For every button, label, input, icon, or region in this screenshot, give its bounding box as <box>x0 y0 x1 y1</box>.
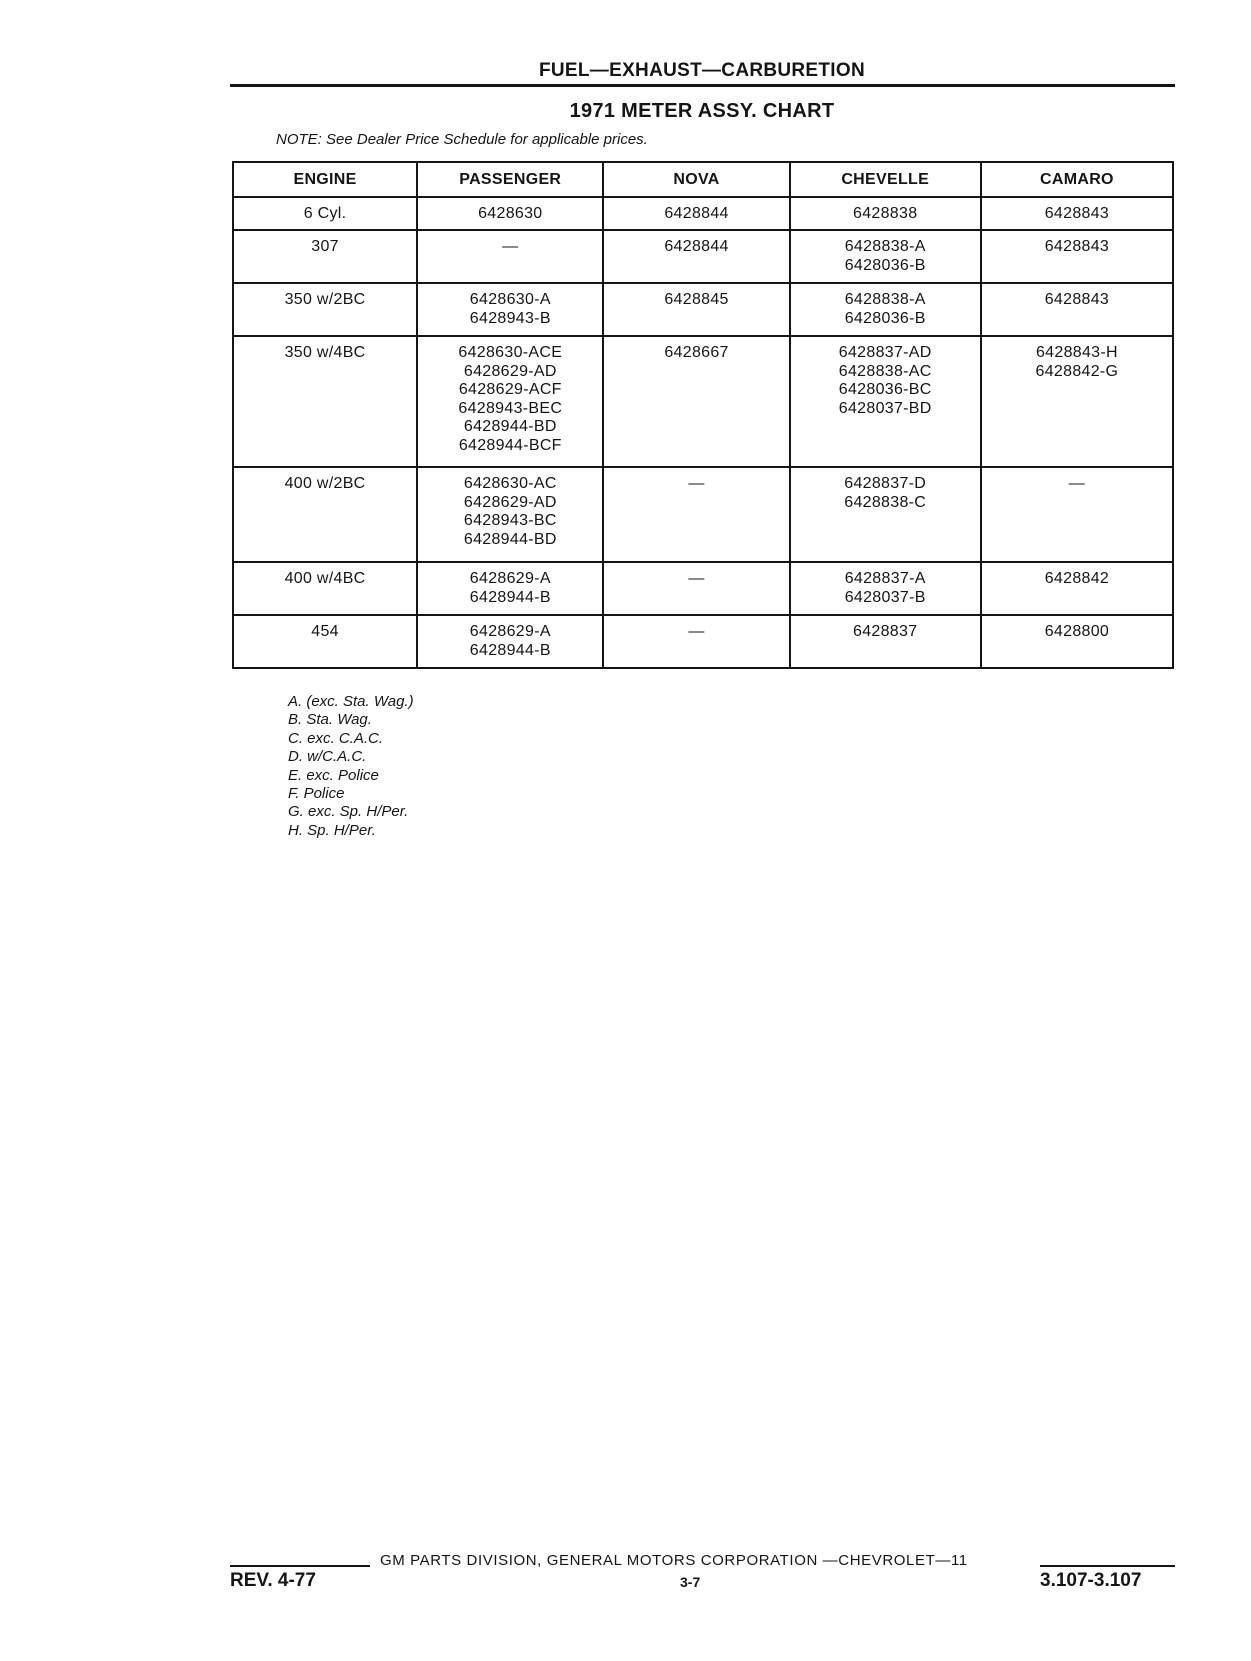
footnote: A. (exc. Sta. Wag.) <box>288 693 414 710</box>
footnote: C. exc. C.A.C. <box>288 729 384 747</box>
cell-chevelle <box>790 336 981 467</box>
part-number: 6428842 <box>1044 570 1110 587</box>
cell-camaro <box>981 283 1173 336</box>
column-header-camaro: CAMARO <box>981 162 1173 197</box>
footnote: D. w/C.A.C. <box>288 748 367 766</box>
part-number: 6428629-AD <box>463 493 557 511</box>
table-header-row <box>233 162 1173 197</box>
part-number: 6428630 <box>478 205 543 222</box>
footer-revision: REV. 4-77 <box>230 1570 316 1591</box>
cell-passenger <box>417 467 603 562</box>
part-number: 6428838 <box>853 205 918 222</box>
footer-rule-left <box>230 1565 370 1567</box>
cell-nova <box>603 197 789 230</box>
part-number: 6428943-BEC <box>458 399 563 417</box>
footnotes <box>288 693 414 840</box>
footer-rule-right <box>1040 1565 1175 1567</box>
column-header-engine: ENGINE <box>233 162 417 197</box>
cell-passenger <box>417 230 603 283</box>
part-number: 6428838-A <box>844 238 926 255</box>
section-title: FUEL—EXHAUST—CARBURETION <box>539 60 865 81</box>
table-row <box>233 562 1173 615</box>
cell-nova <box>603 615 789 668</box>
cell-nova <box>603 283 789 336</box>
part-number: 6428944-BD <box>463 418 557 435</box>
cell-chevelle <box>790 562 981 615</box>
part-number: 6428629-ACF <box>458 381 562 398</box>
cell-nova <box>603 336 789 467</box>
part-number: 6428843 <box>1044 238 1110 255</box>
part-number: — <box>688 623 705 640</box>
cell-chevelle <box>790 615 981 668</box>
meter-assy-table <box>232 161 1174 669</box>
cell-chevelle <box>790 230 981 283</box>
part-number: 6428944-BCF <box>458 436 562 454</box>
part-number: 6428844 <box>664 205 729 222</box>
table-row <box>233 197 1173 230</box>
chart-title: 1971 METER ASSY. CHART <box>569 100 835 122</box>
part-number: 6428837 <box>853 623 918 640</box>
part-number: 6428037-B <box>844 588 926 606</box>
cell-camaro <box>981 562 1173 615</box>
part-number: 6428630-AC <box>463 475 557 492</box>
cell-passenger <box>417 562 603 615</box>
column-header-chevelle: CHEVELLE <box>790 162 981 197</box>
table-row <box>233 336 1173 467</box>
cell-chevelle <box>790 467 981 562</box>
cell-camaro <box>981 467 1173 562</box>
cell-camaro <box>981 230 1173 283</box>
part-number: 6428837-D <box>844 475 927 492</box>
part-number: 6428036-B <box>844 309 926 327</box>
part-number: 6428838-A <box>844 291 926 308</box>
part-number: — <box>502 238 519 255</box>
part-number: 6428845 <box>664 291 729 308</box>
part-number: — <box>1068 475 1086 492</box>
cell-engine: 400 w/2BC <box>233 467 417 562</box>
footnote: G. exc. Sp. H/Per. <box>288 803 409 821</box>
part-number: 6428843-H <box>1035 344 1118 361</box>
part-number: 6428630-ACE <box>458 344 563 361</box>
cell-engine: 454 <box>233 615 417 668</box>
part-number: 6428944-BD <box>463 530 557 548</box>
table-row <box>233 230 1173 283</box>
cell-engine: 6 Cyl. <box>233 197 417 230</box>
column-header-nova: NOVA <box>603 162 789 197</box>
part-number: — <box>688 570 705 587</box>
footnote: H. Sp. H/Per. <box>288 821 376 839</box>
cell-engine: 350 w/2BC <box>233 283 417 336</box>
table-row <box>233 467 1173 562</box>
part-number: 6428843 <box>1044 205 1110 222</box>
part-number: 6428800 <box>1044 623 1110 640</box>
part-number: 6428667 <box>664 344 729 361</box>
part-number: 6428838-C <box>844 493 927 511</box>
part-number: 6428944-B <box>469 641 551 659</box>
footer-corporation: GM PARTS DIVISION, GENERAL MOTORS CORPORATION —CHEVROLET—11 <box>380 1552 968 1569</box>
part-number: — <box>688 475 705 492</box>
part-number: 6428036-B <box>844 256 926 274</box>
part-number: 6428842-G <box>1035 362 1119 380</box>
cell-passenger <box>417 615 603 668</box>
part-number: 6428837-AD <box>838 344 932 361</box>
cell-engine: 400 w/4BC <box>233 562 417 615</box>
part-number: 6428629-A <box>469 623 551 640</box>
cell-passenger <box>417 283 603 336</box>
title-rule <box>230 84 1175 87</box>
cell-camaro <box>981 197 1173 230</box>
part-number: 6428843 <box>1044 291 1110 308</box>
part-number: 6428944-B <box>469 588 551 606</box>
column-header-passenger: PASSENGER <box>417 162 603 197</box>
footer-section-range: 3.107-3.107 <box>1040 1570 1142 1591</box>
part-number: 6428629-A <box>469 570 551 587</box>
cell-camaro <box>981 615 1173 668</box>
part-number: 6428837-A <box>844 570 926 587</box>
footer-page-number: 3-7 <box>680 1574 701 1590</box>
table-row <box>233 615 1173 668</box>
part-number: 6428943-BC <box>463 512 557 529</box>
cell-nova <box>603 562 789 615</box>
footnote: F. Police <box>288 785 345 803</box>
part-number: 6428844 <box>664 238 729 255</box>
footnote: E. exc. Police <box>288 766 379 784</box>
table-row <box>233 283 1173 336</box>
cell-engine: 307 <box>233 230 417 283</box>
part-number: 6428037-BD <box>838 399 932 417</box>
cell-passenger <box>417 197 603 230</box>
part-number: 6428629-AD <box>463 362 557 380</box>
cell-chevelle <box>790 197 981 230</box>
part-number: 6428036-BC <box>838 381 932 398</box>
cell-chevelle <box>790 283 981 336</box>
cell-engine: 350 w/4BC <box>233 336 417 467</box>
price-note: NOTE: See Dealer Price Schedule for applicable prices. <box>276 131 648 148</box>
cell-nova <box>603 467 789 562</box>
footnote: B. Sta. Wag. <box>288 711 372 729</box>
part-number: 6428838-AC <box>838 362 932 380</box>
cell-passenger <box>417 336 603 467</box>
cell-camaro <box>981 336 1173 467</box>
part-number: 6428630-A <box>469 291 551 308</box>
part-number: 6428943-B <box>469 309 551 327</box>
table-body <box>233 197 1173 668</box>
cell-nova <box>603 230 789 283</box>
